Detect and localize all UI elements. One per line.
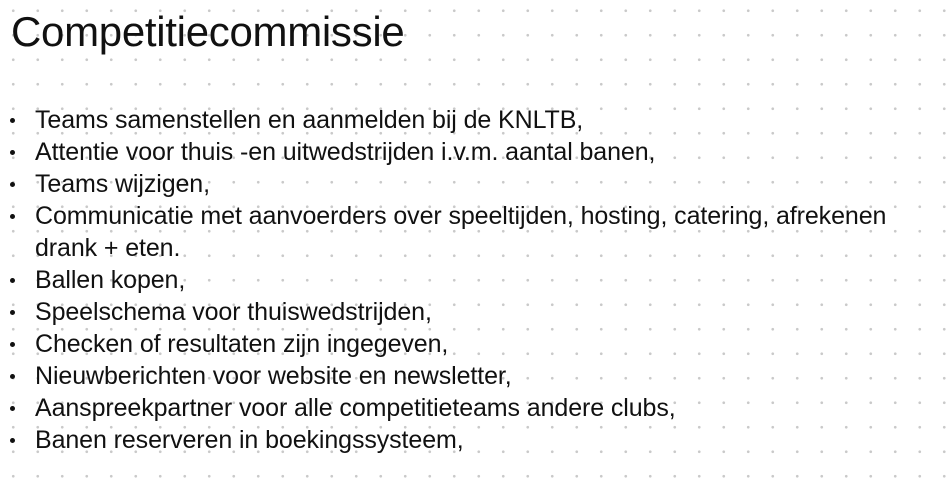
list-item-text: Ballen kopen, — [35, 266, 186, 294]
list-item-text: Checken of resultaten zijn ingegeven, — [35, 330, 449, 358]
list-item — [0, 328, 940, 360]
list-item — [0, 296, 940, 328]
page-title: Competitiecommissie — [11, 8, 405, 55]
list-item-text: Teams samenstellen en aanmelden bij de KNLTB, — [35, 106, 584, 134]
list-item-text: Attentie voor thuis -en uitwedstrijden i.v.m. aantal banen, — [35, 138, 656, 166]
list-item-text: Banen reserveren in boekingssysteem, — [35, 426, 464, 454]
list-item-text: Speelschema voor thuiswedstrijden, — [35, 298, 432, 326]
list-item — [0, 168, 940, 200]
list-item — [0, 424, 940, 456]
list-item-text: Communicatie met aanvoerders over speeltijden, hosting, catering, afrekenen drank + eten. — [35, 202, 887, 262]
list-item — [0, 136, 940, 168]
list-item — [0, 104, 940, 136]
list-item — [0, 392, 940, 424]
list-item — [0, 360, 940, 392]
list-item — [0, 200, 940, 264]
task-list — [0, 104, 940, 456]
list-item-text: Nieuwberichten voor website en newsletter, — [35, 362, 512, 390]
list-item-text: Aanspreekpartner voor alle competitieteams andere clubs, — [35, 394, 676, 422]
list-item — [0, 264, 940, 296]
list-item-text: Teams wijzigen, — [35, 170, 210, 198]
